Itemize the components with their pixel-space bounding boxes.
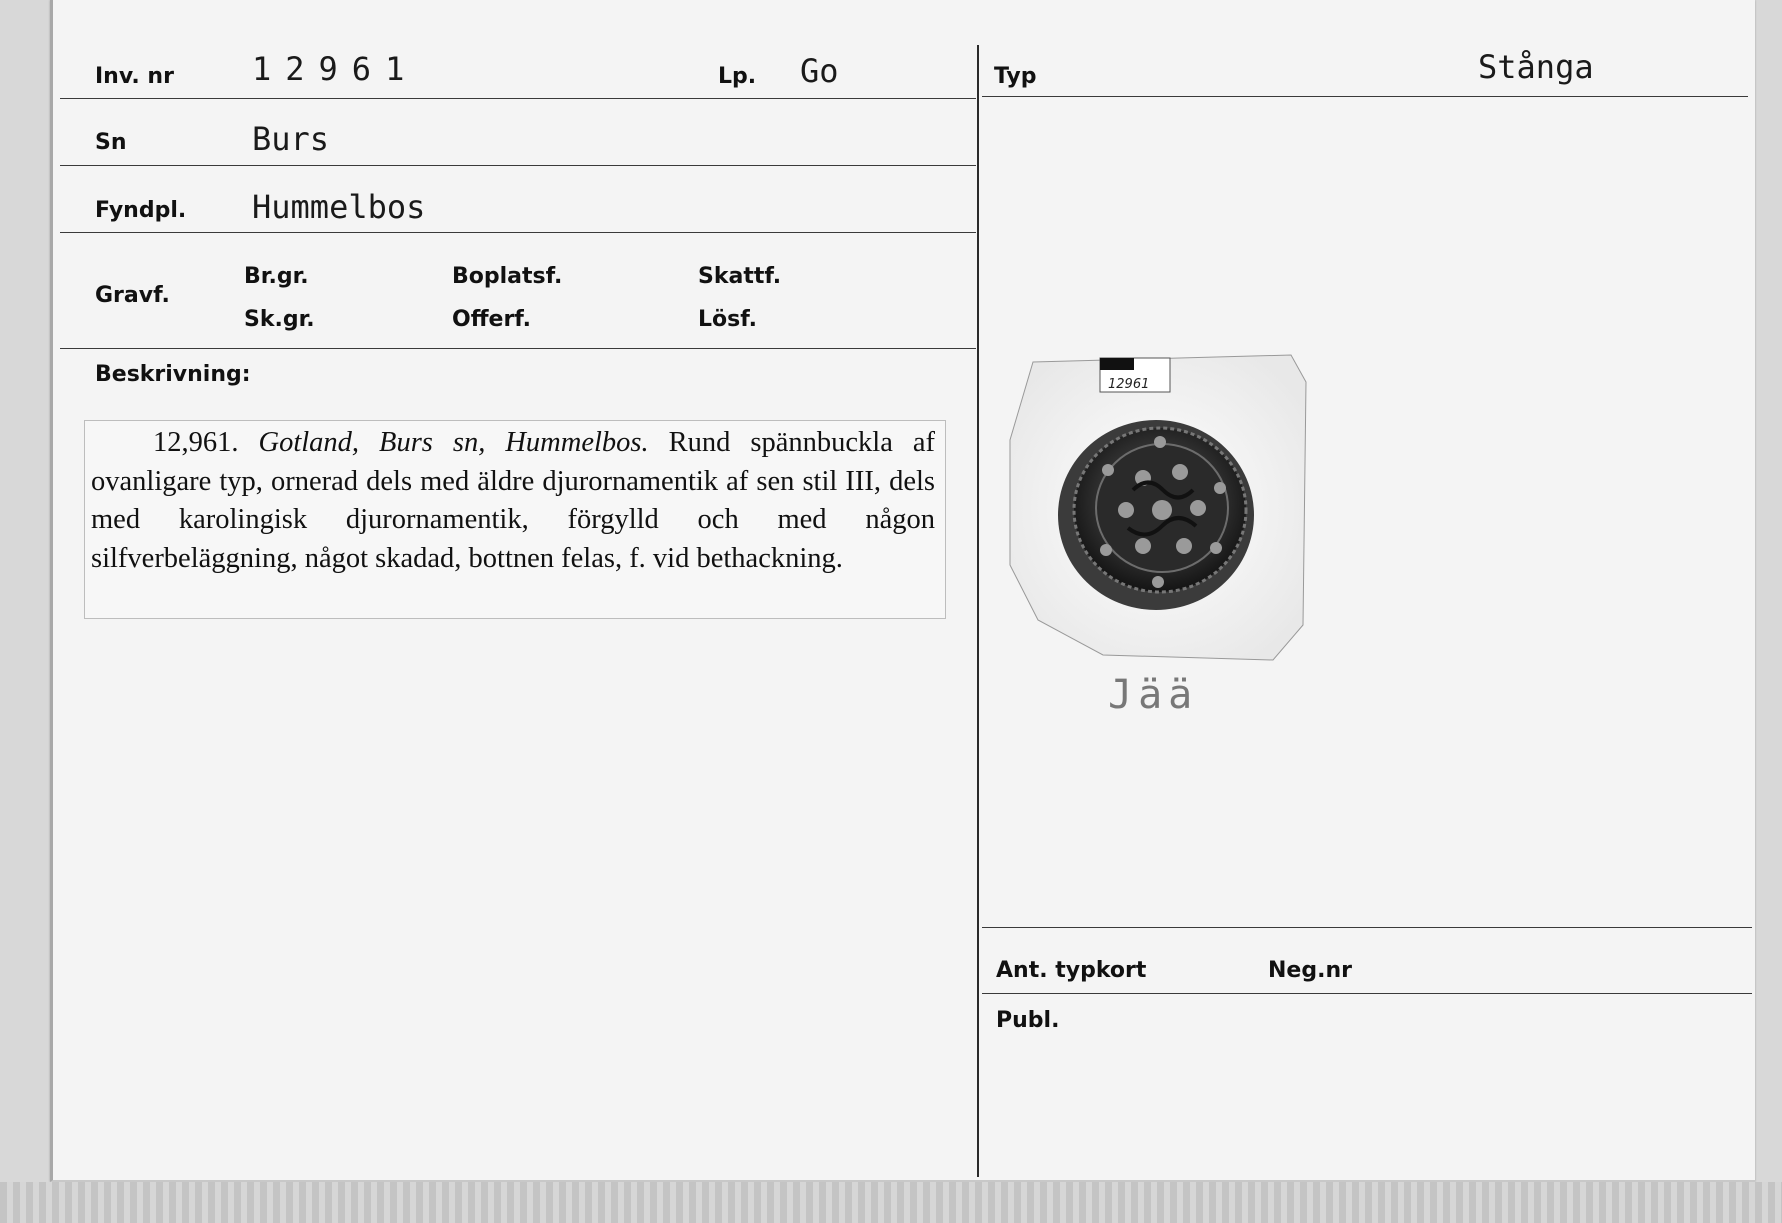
description-text xyxy=(91,424,935,578)
photo-tag-band xyxy=(1100,358,1134,370)
rule-row-1 xyxy=(60,98,976,99)
description-number: 12,961. xyxy=(153,427,239,458)
skgr-label: Sk.gr. xyxy=(244,307,315,332)
publ-label: Publ. xyxy=(996,1008,1060,1033)
beskrivning-label: Beskrivning: xyxy=(95,362,251,387)
offerf-label: Offerf. xyxy=(452,307,532,332)
sn-label: Sn xyxy=(95,130,127,155)
stamp-text: Jää xyxy=(1108,672,1199,718)
lp-label: Lp. xyxy=(718,64,757,89)
background-strip xyxy=(0,1182,1782,1223)
fyndpl-label: Fyndpl. xyxy=(95,198,187,223)
description-place: Gotland, Burs sn, Hummelbos. xyxy=(258,427,649,458)
description-body: Rund spännbuckla af ovanligare typ, ornerad dels med äldre djurornamentik af sen stil III, dels med karolingisk djurornamentik, förgylld och med någon silfverbeläggning, något skadad, bottnen felas, f. vid bethackning. xyxy=(91,427,935,574)
rule-ant-typkort xyxy=(982,927,1752,928)
artifact-photo-svg xyxy=(1008,350,1308,665)
typ-value: Stånga xyxy=(1478,48,1594,86)
boplatsf-label: Boplatsf. xyxy=(452,264,563,289)
losf-label: Lösf. xyxy=(698,307,757,332)
rule-publ xyxy=(982,993,1752,994)
rule-row-4 xyxy=(60,348,976,349)
neg-nr-label: Neg.nr xyxy=(1268,958,1352,983)
inv-nr-label: Inv. nr xyxy=(95,64,174,89)
fyndpl-value: Hummelbos xyxy=(252,188,426,226)
brgr-label: Br.gr. xyxy=(244,264,309,289)
gravf-label: Gravf. xyxy=(95,283,170,308)
typ-label: Typ xyxy=(994,64,1037,89)
rule-row-3 xyxy=(60,232,976,233)
lp-value: Go xyxy=(800,52,839,90)
ant-typkort-label: Ant. typkort xyxy=(996,958,1147,983)
rule-typ xyxy=(982,96,1748,97)
inv-nr-value: 12961 xyxy=(252,50,419,88)
column-divider xyxy=(977,45,979,1177)
artifact-photo xyxy=(1008,350,1308,665)
rule-row-2 xyxy=(60,165,976,166)
sn-value: Burs xyxy=(252,120,330,158)
photo-tag-number: 12961 xyxy=(1108,377,1150,392)
skattf-label: Skattf. xyxy=(698,264,782,289)
